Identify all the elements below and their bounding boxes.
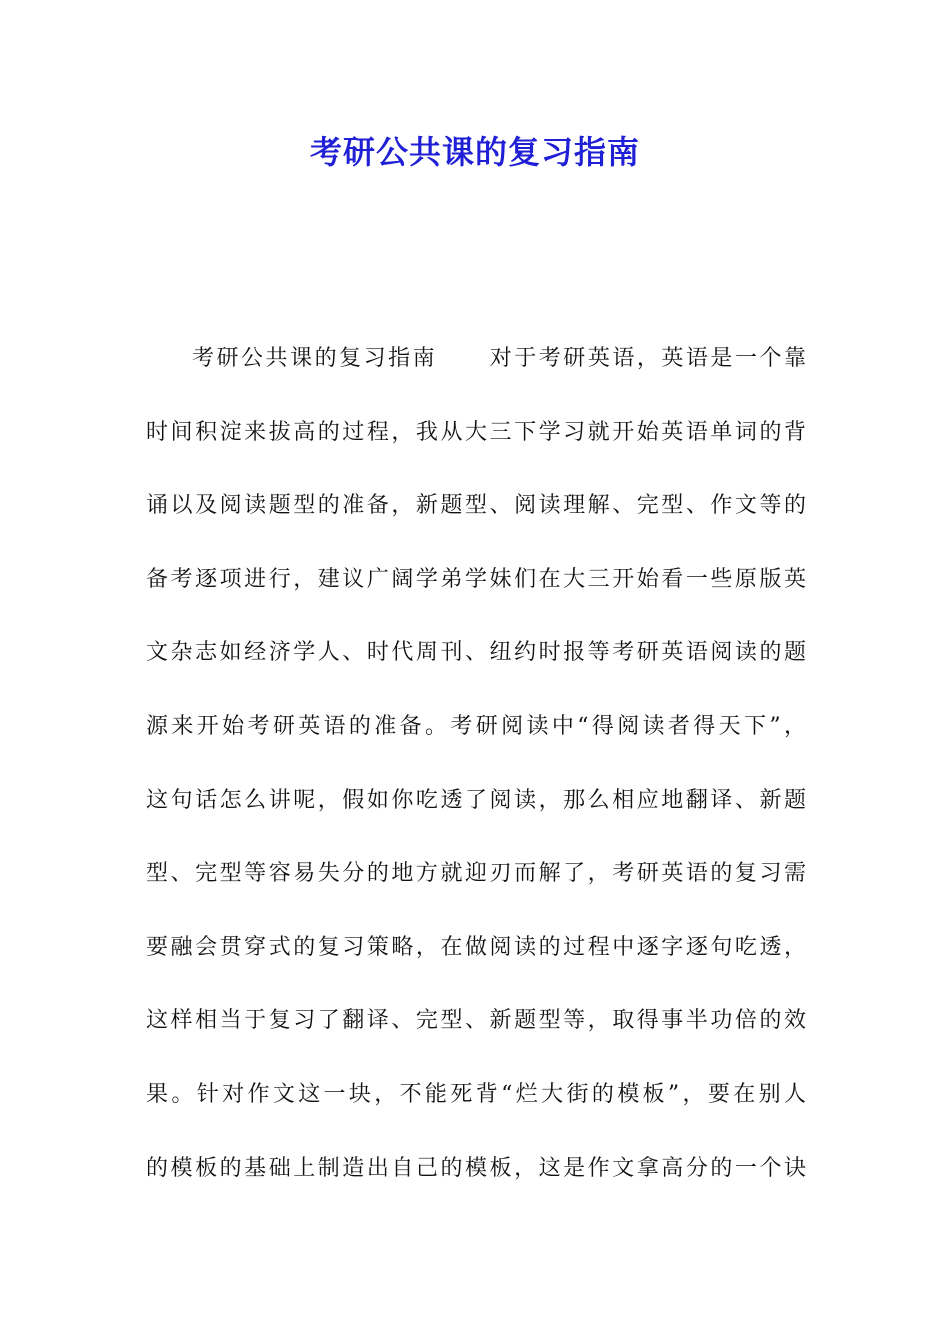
body-line: 这样相当于复习了翻译、完型、新题型等，取得事半功倍的效 [146, 1008, 806, 1034]
body-line-text: 对于考研英语，英语是一个靠 [487, 346, 806, 371]
body-line: 时间积淀来拔高的过程，我从大三下学习就开始英语单词的背 [146, 419, 806, 445]
body-line: 备考逐项进行，建议广阔学弟学妹们在大三开始看一些原版英 [146, 566, 806, 592]
body-lead: 考研公共课的复习指南 [192, 346, 438, 371]
body-line [146, 336, 806, 410]
body-line: 型、完型等容易失分的地方就迎刃而解了，考研英语的复习需 [146, 861, 806, 887]
document-body [146, 336, 806, 1219]
body-line: 要融会贯穿式的复习策略，在做阅读的过程中逐字逐句吃透， [146, 934, 806, 960]
body-line: 这句话怎么讲呢，假如你吃透了阅读，那么相应地翻译、新题 [146, 787, 806, 813]
body-line: 源来开始考研英语的准备。考研阅读中“得阅读者得天下”， [146, 713, 806, 739]
document-title: 考研公共课的复习指南 [309, 133, 640, 171]
body-line: 果。针对作文这一块，不能死背“烂大街的模板”，要在别人 [146, 1081, 806, 1107]
body-line: 诵以及阅读题型的准备，新题型、阅读理解、完型、作文等的 [146, 493, 806, 519]
body-line: 的模板的基础上制造出自己的模板，这是作文拿高分的一个诀 [146, 1155, 806, 1181]
body-line: 文杂志如经济学人、时代周刊、纽约时报等考研英语阅读的题 [146, 640, 806, 666]
